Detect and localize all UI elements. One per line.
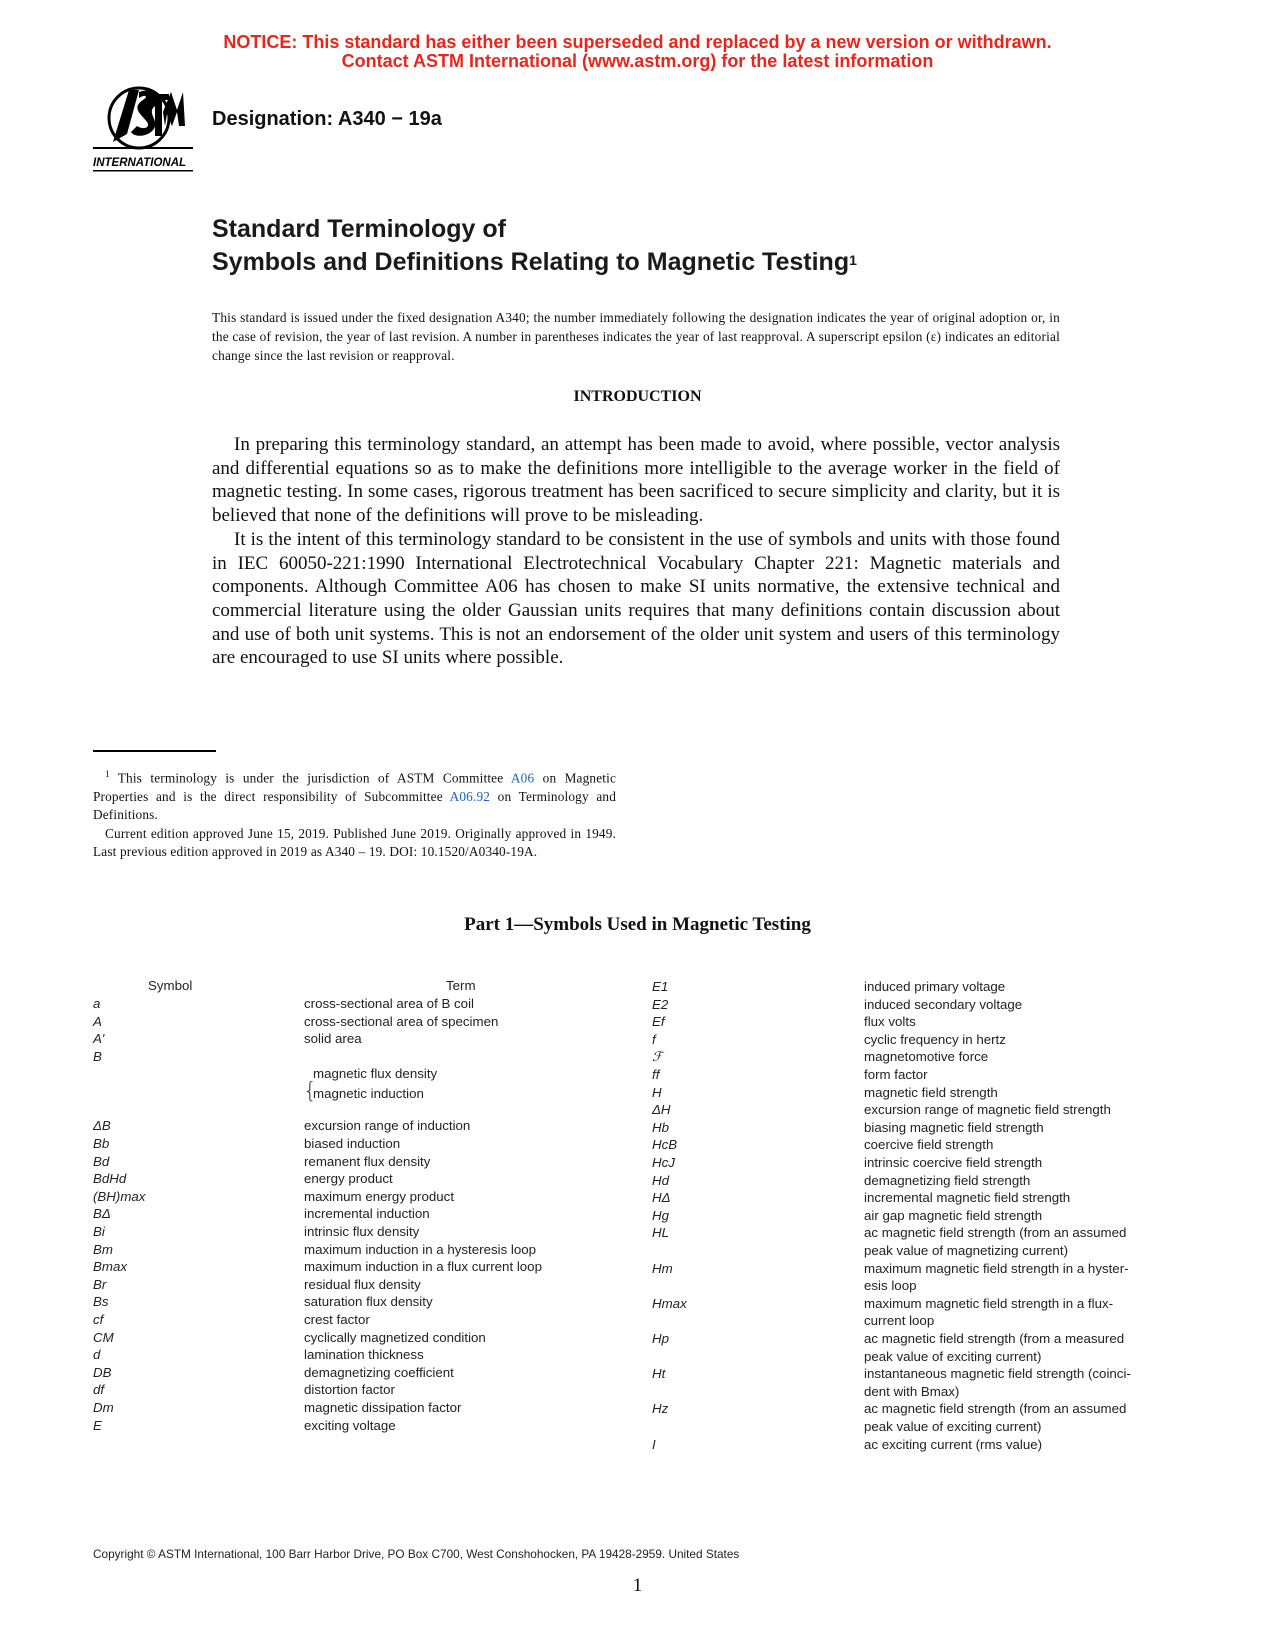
symbol-cell: Br xyxy=(93,1276,107,1292)
symbol-cell: Hm xyxy=(652,1260,673,1276)
symbol-cell: BdHd xyxy=(93,1171,127,1187)
title-footnote-mark: 1 xyxy=(849,252,857,268)
term-cell: exciting voltage xyxy=(304,1417,396,1433)
term-cell: demagnetizing field strength xyxy=(864,1172,1031,1188)
symbol-cell: HcB xyxy=(652,1137,678,1153)
term-cell: lamination thickness xyxy=(304,1347,424,1363)
symbol-cell: (BH)max xyxy=(93,1188,146,1204)
symbol-cell: H xyxy=(652,1084,662,1100)
symbol-cell: ff xyxy=(652,1067,660,1082)
issuance-note: This standard is issued under the fixed designation A340; the number immediately following the designation indicates the year of original adoption or, in the case of revision, the year of last revision. A number in parentheses indicates the year of last reapproval. A superscript epsilon (ε) indicates an editorial change since the last revision or reapproval. xyxy=(212,310,1060,363)
copyright: Copyright © ASTM International, 100 Barr Harbor Drive, PO Box C700, West Conshohocken, PA 19428-2959. United States xyxy=(93,1547,740,1561)
term-cell: peak value of exciting current) xyxy=(864,1348,1042,1364)
symbol-cell: Hg xyxy=(652,1207,669,1223)
astm-logo xyxy=(93,82,193,182)
term-cell: esis loop xyxy=(864,1278,917,1294)
symbol-cell: Hmax xyxy=(652,1295,687,1311)
symbol-cell: HΔ xyxy=(652,1190,671,1206)
symbol-cell: Bmax xyxy=(93,1259,127,1275)
symbol-cell: ΔB xyxy=(93,1118,111,1134)
symbol-column-header: Symbol xyxy=(148,978,193,993)
term-cell: ac magnetic field strength (from an assumed xyxy=(864,1401,1127,1417)
term-cell: cyclic frequency in hertz xyxy=(864,1031,1006,1047)
term-cell: intrinsic coercive field strength xyxy=(864,1155,1043,1170)
symbol-cell: E xyxy=(93,1417,102,1433)
term-cell: cross-sectional area of B coil xyxy=(304,996,474,1011)
term-cell: incremental induction xyxy=(304,1206,430,1222)
document-title xyxy=(212,213,857,279)
term-column-header: Term xyxy=(446,978,476,993)
term-cell: incremental magnetic field strength xyxy=(864,1190,1071,1206)
term-cell: maximum magnetic field strength in a flux- xyxy=(864,1295,1114,1311)
term-cell: intrinsic flux density xyxy=(304,1224,420,1239)
symbol-cell: BΔ xyxy=(93,1206,111,1222)
footnote-mark: 1 xyxy=(105,769,110,779)
term-cell: saturation flux density xyxy=(304,1294,433,1310)
term-cell: demagnetizing coefficient xyxy=(304,1364,454,1380)
symbol-cell: d xyxy=(93,1347,101,1363)
symbol-cell: I xyxy=(652,1436,656,1452)
symbol-cell: ℱ xyxy=(652,1049,663,1065)
term-cell: dent with Bmax) xyxy=(864,1383,960,1399)
withdrawal-notice xyxy=(0,33,1275,71)
term-cell: air gap magnetic field strength xyxy=(864,1207,1043,1223)
page-number: 1 xyxy=(632,1575,643,1596)
symbol-cell: E1 xyxy=(652,979,669,994)
term-cell: distortion factor xyxy=(304,1382,395,1398)
symbol-cell: a xyxy=(93,996,101,1011)
symbol-cell: Dm xyxy=(93,1400,114,1415)
symbol-cell: HcJ xyxy=(652,1155,675,1170)
committee-a06-link[interactable]: A06 xyxy=(510,770,535,786)
notice-line-1: NOTICE: This standard has either been superseded and replaced by a new version or withdrawn. xyxy=(223,32,1052,52)
term-cell: ac exciting current (rms value) xyxy=(864,1436,1043,1452)
symbol-cell: Bs xyxy=(93,1294,109,1310)
term-cell: residual flux density xyxy=(304,1276,421,1292)
footnote-edition: Current edition approved June 15, 2019. Published June 2019. Originally approved in 1949. Last previous edition approved in 2019 as A340 – 19. DOI: 10.1520/A0340-19A. xyxy=(93,825,616,860)
term-cell: energy product xyxy=(304,1171,393,1187)
designation: Designation: A340 − 19a xyxy=(212,108,442,130)
term-cell: maximum energy product xyxy=(304,1188,455,1204)
symbol-cell: ΔH xyxy=(652,1102,671,1118)
term-cell: magnetomotive force xyxy=(864,1049,989,1065)
footnote: $^1$ This terminology is under the jurisdiction of ASTM Committee A06 on Magnetic Properties and is the direct responsibility of Subcommittee A06.92 on Terminology and Definitions. Current edition approved June 15, 2019. Published June 2019. Originally approved in 1949. Last previous edition approved in 2019 as A340 – 19. DOI: 10.1520/A0340-19A. xyxy=(93,765,616,861)
symbol-cell: Bd xyxy=(93,1153,110,1169)
intro-paragraph: In preparing this terminology standard, an attempt has been made to avoid, where possible, vector analysis and differential equations so as to make the definitions more intelligible to the average worker in the field of magnetic testing. In some cases, rigorous treatment has been sacrificed to secure simplicity and clarity, but it is believed that none of the definitions will prove to be misleading. xyxy=(212,434,1060,527)
term-cell: ac magnetic field strength (from an assumed xyxy=(864,1225,1127,1241)
term-cell: magnetic field strength xyxy=(864,1084,998,1100)
symbol-cell: cf xyxy=(93,1312,104,1327)
symbol-cell: HL xyxy=(652,1225,669,1241)
term-cell: excursion range of induction xyxy=(304,1118,471,1134)
symbol-cell: Bi xyxy=(93,1224,105,1239)
symbol-cell: df xyxy=(93,1382,105,1398)
title-line-1: Standard Terminology of xyxy=(212,215,506,243)
term-cell: ac magnetic field strength (from a measured xyxy=(864,1331,1125,1346)
logo-wordmark: INTERNATIONAL xyxy=(93,157,187,169)
term-cell: peak value of exciting current) xyxy=(864,1419,1042,1434)
term-cell: flux volts xyxy=(864,1014,916,1030)
term-cell: magnetic induction xyxy=(313,1086,424,1102)
term-cell: remanent flux density xyxy=(304,1153,431,1169)
brace-icon: { xyxy=(303,1079,317,1104)
symbol-cell: Hz xyxy=(652,1401,669,1417)
symbol-cell: Ef xyxy=(652,1014,665,1030)
symbol-cell: B xyxy=(93,1048,102,1064)
introduction-heading: INTRODUCTION xyxy=(573,388,702,405)
term-cell: peak value of magnetizing current) xyxy=(864,1243,1068,1258)
introduction-body xyxy=(212,433,1060,670)
term-cell: induced secondary voltage xyxy=(864,996,1023,1012)
term-cell: magnetic dissipation factor xyxy=(304,1400,462,1415)
symbol-cell: Hp xyxy=(652,1331,669,1346)
term-cell: crest factor xyxy=(304,1312,370,1327)
term-cell: form factor xyxy=(864,1067,928,1082)
symbol-cell: CM xyxy=(93,1329,114,1345)
term-cell: biasing magnetic field strength xyxy=(864,1119,1044,1135)
term-cell: solid area xyxy=(304,1031,362,1047)
term-cell: induced primary voltage xyxy=(864,979,1006,994)
symbol-cell: f xyxy=(652,1031,656,1047)
symbol-cell: A xyxy=(93,1013,102,1029)
part1-heading: Part 1—Symbols Used in Magnetic Testing xyxy=(464,914,811,935)
term-cell: cross-sectional area of specimen xyxy=(304,1013,499,1029)
symbol-cell: Bb xyxy=(93,1136,110,1151)
symbol-cell: Bm xyxy=(93,1241,113,1257)
notice-line-2: Contact ASTM International (www.astm.org) for the latest information xyxy=(341,51,934,71)
symbol-cell: Ht xyxy=(652,1366,666,1382)
symbol-cell: A′ xyxy=(93,1031,105,1047)
symbol-cell: Hb xyxy=(652,1119,669,1135)
symbol-cell: Hd xyxy=(652,1172,669,1188)
symbol-cell: E2 xyxy=(652,996,669,1012)
symbol-cell: DB xyxy=(93,1364,112,1380)
term-cell: magnetic flux density xyxy=(313,1066,438,1082)
term-cell: excursion range of magnetic field strength xyxy=(864,1102,1111,1118)
intro-paragraph: It is the intent of this terminology standard to be consistent in the use of symbols and units with those found in IEC 60050-221:1990 International Electrotechnical Vocabulary Chapter 221: Magnetic materials and components. Although Committee A06 has chosen to make SI units normative, the extensive technical and commercial literature using the older Gaussian units requires that many definitions contain discussion about and use of both unit systems. This is not an endorsement of the older unit system and users of this terminology are encouraged to use SI units where possible. xyxy=(212,528,1060,669)
term-cell: instantaneous magnetic field strength (coinci- xyxy=(864,1366,1131,1382)
term-cell: biased induction xyxy=(304,1136,401,1151)
term-cell: maximum magnetic field strength in a hyster- xyxy=(864,1260,1129,1276)
title-line-2: Symbols and Definitions Relating to Magnetic Testing$^1$ xyxy=(212,248,857,276)
footnote-rule xyxy=(93,750,216,752)
term-cell: coercive field strength xyxy=(864,1137,994,1153)
term-cell: current loop xyxy=(864,1313,935,1329)
term-cell: cyclically magnetized condition xyxy=(304,1329,486,1345)
subcommittee-a0692-link[interactable]: A06.92 xyxy=(449,788,491,804)
term-cell: maximum induction in a flux current loop xyxy=(304,1259,542,1275)
term-cell: maximum induction in a hysteresis loop xyxy=(304,1241,537,1257)
